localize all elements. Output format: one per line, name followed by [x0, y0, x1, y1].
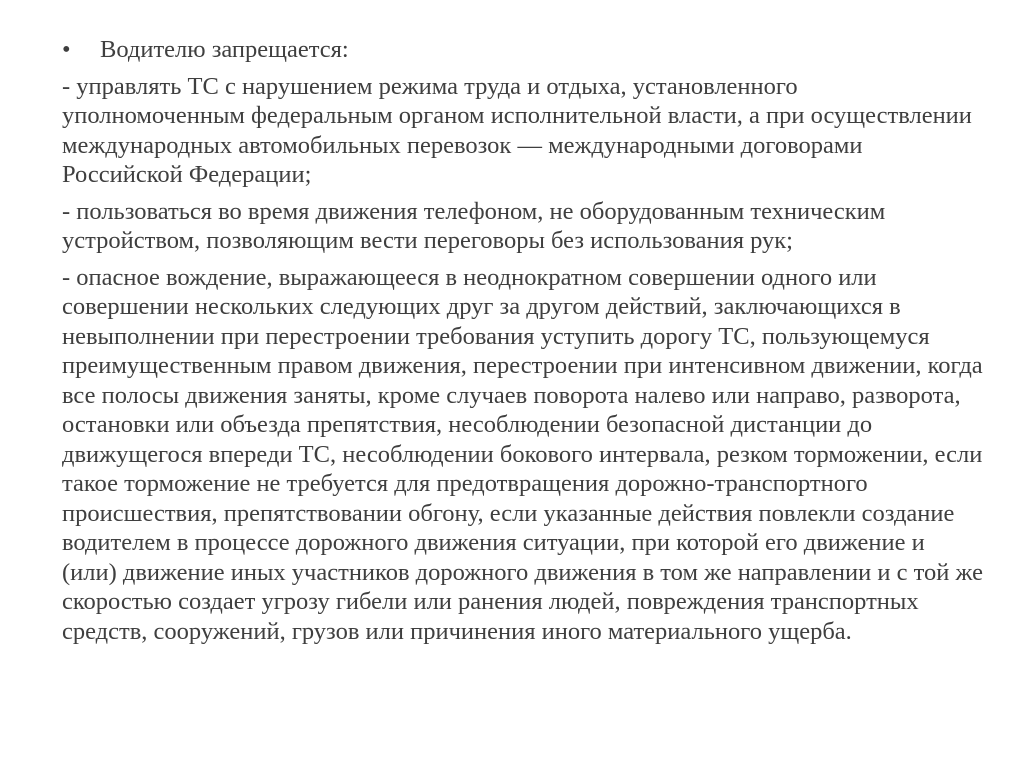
bullet-marker: • — [62, 36, 71, 63]
paragraph-dangerous-driving: - опасное вождение, выражающееся в неоднократном совершении одного или совершении нескольких следующих друг за другом действий, заключающихся в невыполнении при перестроении требования уступить дорогу ТС, пользующемуся преимущественным правом движения, перестроении при интенсивном движении, когда все полосы движения заняты, кроме случаев поворота налево или направо, разворота, остановки или объезда препятствия, несоблюдении безопасной дистанции до движущегося впереди ТС, несоблюдении бокового интервала, резком торможении, если такое торможение не требуется для предотвращения дорожно-транспортного происшествия, препятствовании обгону, если указанные действия повлекли создание водителем в процессе дорожного движения ситуации, при которой его движение и (или) движение иных участников дорожного движения в том же направлении и с той же скоростью создает угрозу гибели или ранения людей, повреждения транспортных средств, сооружений, грузов или причинения иного материального ущерба. — [62, 263, 983, 645]
heading-text: Водителю запрещается: — [100, 36, 349, 63]
paragraph-phone: - пользоваться во время движения телефоном, не оборудованным техническим устройством, позволяющим вести переговоры без использования рук; — [62, 197, 886, 254]
paragraph-work-rest: - управлять ТС с нарушением режима труда и отдыха, установленного уполномоченным федеральным органом исполнительной власти, а при осуществлении международных автомобильных перевозок — международными договорами Российской Федерации; — [62, 72, 972, 188]
heading — [62, 35, 984, 65]
